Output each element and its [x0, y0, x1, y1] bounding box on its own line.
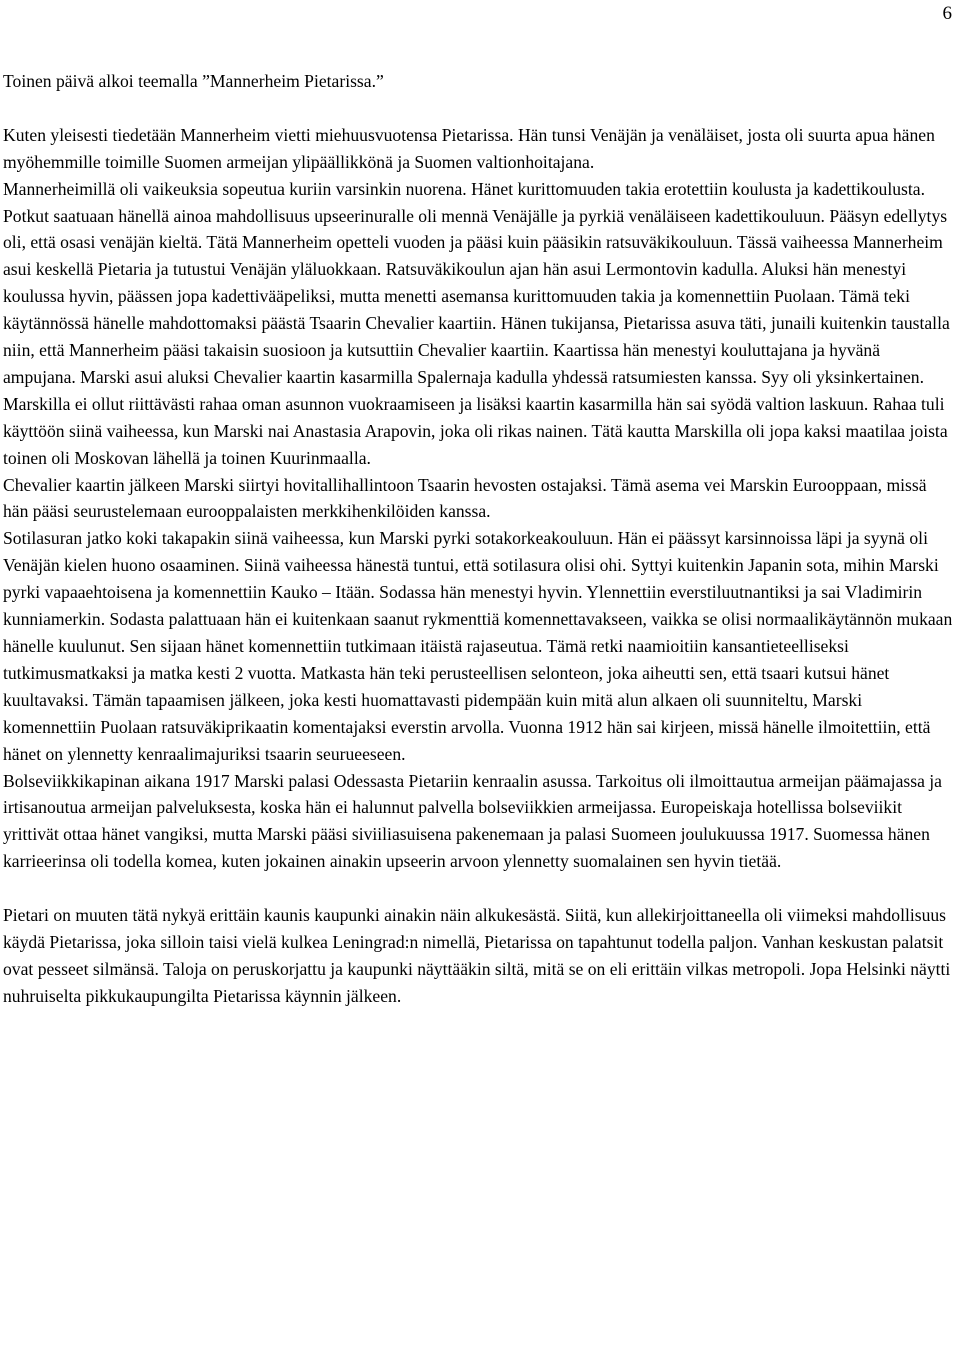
paragraph-intro: Toinen päivä alkoi teemalla ”Mannerheim Pietarissa.” — [3, 71, 384, 91]
page-number: 6 — [942, 3, 952, 24]
paragraph-background: Kuten yleisesti tiedetään Mannerheim vietti miehuusvuotensa Pietarissa. Hän tunsi Venäjän ja venäläiset, josta oli suurta apua hänen myöhemmille toimille Suomen armeijan ylipäällikkönä ja Suomen valtionhoitajana. — [3, 124, 935, 172]
paragraph-spacer — [3, 95, 955, 122]
paragraph-revolution: Bolseviikkikapinan aikana 1917 Marski palasi Odessasta Pietariin kenraalin asussa. Tarkoitus oli ilmoittautua armeijan päämajassa ja irtisanoutua armeijan palveluksesta, koska hän ei halunnut palvella bolseviikkien armeijassa. Europeiskaja hotellissa bolseviikit yrittivät ottaa hänet vangiksi, mutta Marski pääsi siviiliasuisena pakenemaan ja palasi Suomeen joulukuussa 1917. Suomessa hänen karrieerinsa oli todella komea, kuten jokainen ainakin upseerin arvoon ylennetty suomalainen sen hyvin tietää. — [3, 770, 942, 872]
paragraph-court-stables: Chevalier kaartin jälkeen Marski siirtyi hovitallihallintoon Tsaarin hevosten ostajaksi. Tämä asema vei Marskin Eurooppaan, missä hän pääsi seurustelemaan eurooppalaisten merkkihenkilöiden kanssa. — [3, 474, 927, 522]
paragraph-military-school: Mannerheimillä oli vaikeuksia sopeutua kuriin varsinkin nuorena. Hänet kurittomuuden takia erotettiin koulusta ja kadettikoulusta. Potkut saatuaan hänellä ainoa mahdollisuus upseerinuralle oli mennä Venäjälle ja pyrkiä venäläiseen kadettikouluun. Pääsyn edellytys oli, että osasi venäjän kieltä. Tätä Mannerheim opetteli vuoden ja pääsi kuin pääsikin ratsuväkikouluun. Tässä vaiheessa Mannerheim asui keskellä Pietaria ja tutustui Venäjän yläluokkaan. Ratsuväkikoulun ajan hän asui Lermontovin kadulla. Aluksi hän menestyi koulussa hyvin, päässen jopa kadettivääpeliksi, mutta menetti asemansa kurittomuuden takia ja komennettiin Puolaan. Tämä teki käytännössä hänelle mahdottomaksi päästä Tsaarin Chevalier kaartiin. Hänen tukijansa, Pietarissa asuva täti, junaili kuitenkin taustalla niin, että Mannerheim pääsi takaisin suosioon ja kutsuttiin Chevalier kaartiin. Kaartissa hän menestyi kouluttajana ja hyvänä ampujana. Marski asui aluksi Chevalier kaartin kasarmilla Spalernaja kadulla yhdessä ratsumiesten kanssa. Syy oli yksinkertainen. Marskilla ei ollut riittävästi rahaa oman asunnon vuokraamiseen ja lisäksi kaartin kasarmilla hän sai syödä valtion laskuun. Rahaa tuli käyttöön siinä vaiheessa, kun Marski nai Anastasia Arapovin, joka oli rikas nainen. Tätä kautta Marskilla oli jopa kaksi maatilaa joista toinen oli Moskovan lähellä ja toinen Kuurinmaalla. — [3, 178, 950, 468]
document-body — [3, 68, 955, 1010]
paragraph-spacer — [3, 875, 955, 902]
paragraph-petersburg-today: Pietari on muuten tätä nykyä erittäin kaunis kaupunki ainakin näin alkukesästä. Siitä, kun allekirjoittaneella oli viimeksi mahdollisuus käydä Pietarissa, joka silloin taisi vielä kulkea Leningrad:n nimellä, Pietarissa on tapahtunut todella paljon. Vanhan keskustan palatsit ovat pesseet silmänsä. Taloja on peruskorjattu ja kaupunki näyttääkin siltä, mitä se on eli erittäin vilkas metropoli. Jopa Helsinki näytti nuhruiselta pikkukaupungilta Pietarissa käynnin jälkeen. — [3, 905, 951, 1006]
paragraph-career: Sotilasuran jatko koki takapakin siinä vaiheessa, kun Marski pyrki sotakorkeakouluun. Hän ei päässyt karsinnoissa läpi ja syynä oli Venäjän kielen huono osaaminen. Siinä vaiheessa hänestä tuntui, että sotilasura olisi ohi. Syttyi kuitenkin Japanin sota, mihin Marski pyrki vapaaehtoisena ja komennettiin Kauko – Itään. Sodassa hän menestyi hyvin. Ylennettiin everstiluutnantiksi ja sai Vladimirin kunniamerkin. Sodasta palattuaan hän ei kuitenkaan saanut rykmenttiä komennettavakseen, vaikka se olisi normaalikäytännön mukaan hänelle kuulunut. Sen sijaan hänet komennettiin tutkimaan itäistä rajaseutua. Tämä retki naamioitiin kansantieteelliseksi tutkimusmatkaksi ja matka kesti 2 vuotta. Matkasta hän teki perusteellisen selonteon, joka aiheutti sen, että tsaari kutsui hänet kuultavaksi. Tämän tapaamisen jälkeen, joka kesti huomattavasti pidempään kuin mitä alun alkaen oli suunniteltu, Marski komennettiin Puolaan ratsuväkiprikaatin komentajaksi everstin arvolla. Vuonna 1912 hän sai kirjeen, missä hänelle ilmoitettiin, että hänet on ylennetty kenraalimajuriksi tsaarin seurueeseen. — [3, 528, 953, 764]
